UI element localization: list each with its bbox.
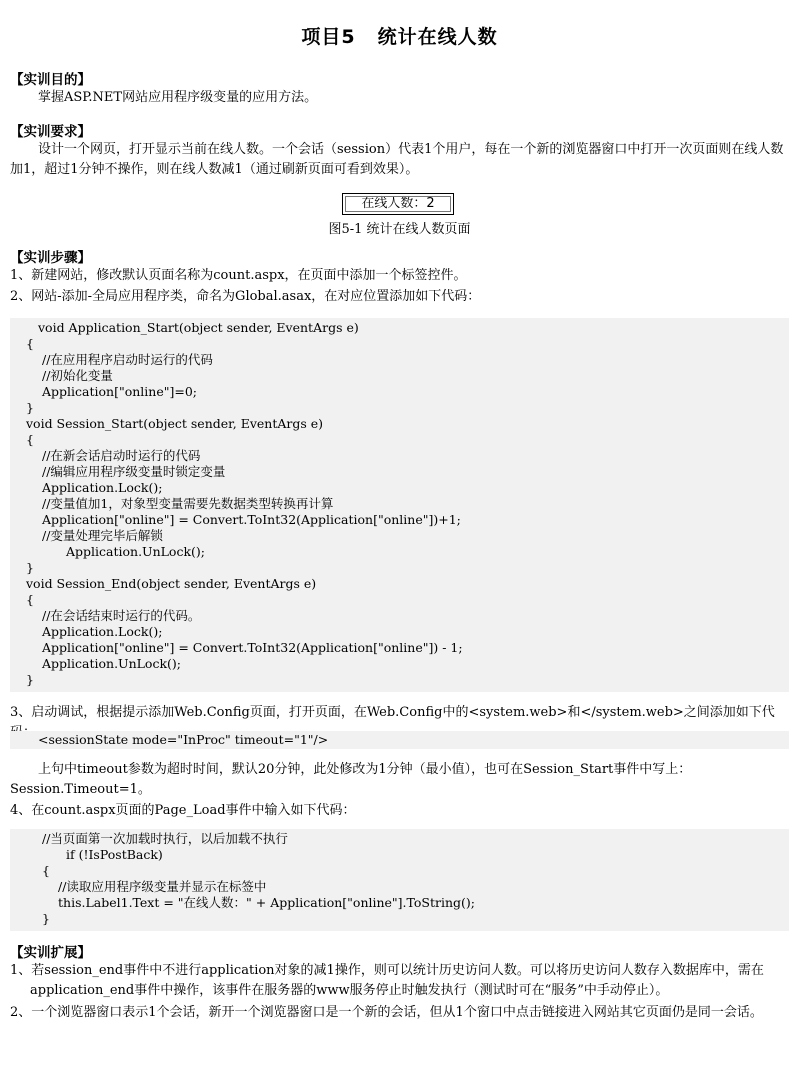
code-line: }	[26, 672, 34, 687]
steps-heading: 【实训步骤】	[10, 250, 91, 266]
extension-item-2: 2、一个浏览器窗口表示1个会话，新开一个浏览器窗口是一个新的会话，但从1个窗口中点击链接进入网站其它页面仍是同一会话。	[10, 1005, 763, 1020]
code-line: //读取应用程序级变量并显示在标签中	[58, 879, 267, 894]
code-line: void Session_Start(object sender, EventArgs e)	[26, 416, 324, 431]
code-line: //变量值加1，对象型变量需要先数据类型转换再计算	[42, 496, 334, 511]
code-line: {	[26, 592, 34, 607]
purpose-heading: 【实训目的】	[10, 72, 91, 88]
code-line: void Application_Start(object sender, EventArgs e)	[38, 320, 359, 335]
code-line: void Session_End(object sender, EventArgs e)	[26, 576, 317, 591]
code-line: Application["online"] = Convert.ToInt32(Application["online"]) - 1;	[42, 640, 463, 655]
code-line: {	[26, 432, 34, 447]
code-line: //在新会话启动时运行的代码	[42, 448, 201, 463]
code-line: Application.UnLock();	[66, 544, 206, 559]
code-line: //在应用程序启动时运行的代码	[42, 352, 213, 367]
code-block-global-asax	[10, 318, 789, 692]
code-line: }	[26, 560, 34, 575]
project-number: 项目5	[301, 26, 356, 48]
figure-caption: 图5-1 统计在线人数页面	[328, 222, 471, 237]
code-line: if (!IsPostBack)	[66, 847, 163, 862]
timeout-note: 上句中timeout参数为超时时间，默认20分钟，此处修改为1分钟（最小值），也可在Session_Start事件中写上：Session.Timeout=1。	[10, 762, 692, 797]
page-title	[0, 22, 799, 49]
requirements-heading: 【实训要求】	[10, 124, 91, 140]
step-3: 3、启动调试，根据提示添加Web.Config页面，打开页面，在Web.Config中的<system.web>和</system.web>之间添加如下代	[10, 705, 775, 720]
purpose-text: 掌握ASP.NET网站应用程序级变量的应用方法。	[38, 90, 318, 105]
code-line: //编辑应用程序级变量时锁定变量	[42, 464, 226, 479]
code-line: //在会话结束时运行的代码。	[42, 608, 201, 623]
code-line: }	[42, 911, 50, 926]
figure-online-count-box: 在线人数：2	[342, 193, 454, 215]
step-2: 2、网站-添加-全局应用程序类，命名为Global.asax，在对应位置添加如下代码：	[10, 289, 481, 304]
code-line: this.Label1.Text = "在线人数：" + Application["online"].ToString();	[58, 895, 476, 910]
code-line: Application["online"] = Convert.ToInt32(Application["online"])+1;	[42, 512, 461, 527]
code-line: Application.Lock();	[42, 624, 163, 639]
code-line: <sessionState mode="InProc" timeout="1"/>	[38, 732, 329, 747]
code-line: //当页面第一次加载时执行，以后加载不执行	[42, 831, 288, 846]
extension-heading: 【实训扩展】	[10, 945, 91, 961]
code-line: {	[42, 863, 50, 878]
extension-item-1: 1、若session_end事件中不进行application对象的减1操作，则可以统计历史访问人数。可以将历史访问人数存入数据库中，需在application_end事件中操作，该事件在服务器的www服务停止时触发执行（测试时可在“服务”中手动停止）。	[10, 963, 764, 998]
code-line: //变量处理完毕后解锁	[42, 528, 163, 543]
code-line: Application.Lock();	[42, 480, 163, 495]
code-line: Application.UnLock();	[42, 656, 182, 671]
code-block-web-config	[10, 731, 789, 749]
project-name: 统计在线人数	[377, 26, 498, 48]
code-line: {	[26, 336, 34, 351]
step-4: 4、在count.aspx页面的Page_Load事件中输入如下代码：	[10, 803, 356, 818]
requirements-text: 设计一个网页，打开显示当前在线人数。一个会话（session）代表1个用户，每在一个新的浏览器窗口中打开一次页面则在线人数加1，超过1分钟不操作，则在线人数减1（通过刷新页面可看到效果）。	[10, 142, 784, 177]
code-block-page-load	[10, 829, 789, 931]
code-line: }	[26, 400, 34, 415]
code-line: //初始化变量	[42, 368, 113, 383]
step-1: 1、新建网站，修改默认页面名称为count.aspx，在页面中添加一个标签控件。	[10, 268, 467, 283]
code-line: Application["online"]=0;	[42, 384, 197, 399]
